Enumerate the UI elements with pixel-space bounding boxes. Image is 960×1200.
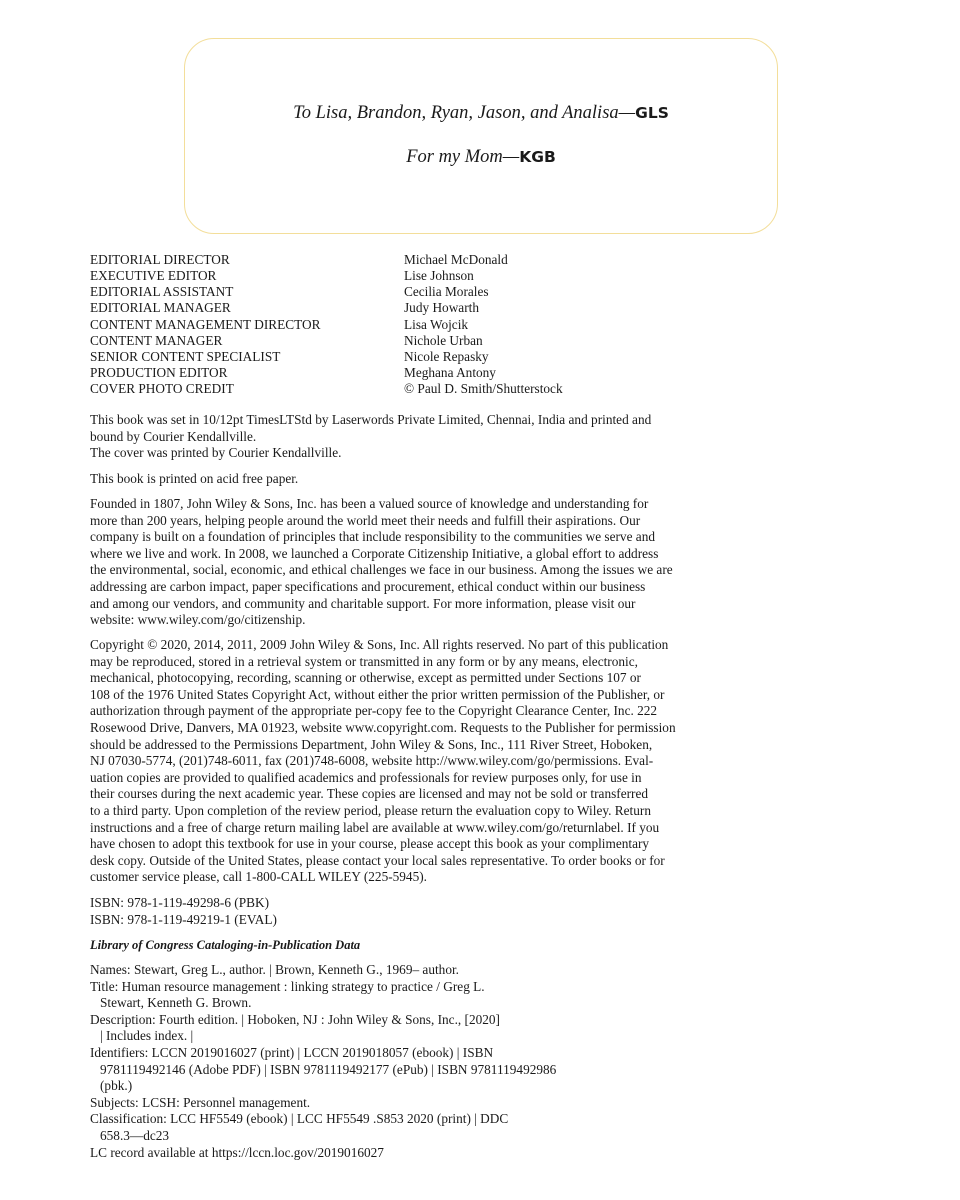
credit-name: Lisa Wojcik [404, 316, 469, 332]
credit-name: Michael McDonald [404, 252, 508, 267]
credit-row [90, 333, 690, 349]
text-line: more than 200 years, helping people around the world meet their needs and fulfill their aspirations. Our [90, 512, 641, 528]
text-line: This book is printed on acid free paper. [90, 471, 299, 486]
credit-role: EDITORIAL MANAGER [90, 300, 231, 316]
text-line: should be addressed to the Permissions Department, John Wiley & Sons, Inc., 111 River Street, Hoboken, [90, 736, 653, 752]
credits-list [90, 252, 690, 397]
credit-role: EDITORIAL DIRECTOR [90, 252, 230, 267]
credit-row [90, 284, 690, 300]
credit-row [90, 317, 690, 333]
credit-name: Meghana Antony [404, 364, 496, 380]
credit-role: CONTENT MANAGEMENT DIRECTOR [90, 316, 321, 332]
text-line: Rosewood Drive, Danvers, MA 01923, website www.copyright.com. Requests to the Publisher for permission [90, 719, 676, 735]
credit-row [90, 252, 690, 268]
credit-role: SENIOR CONTENT SPECIALIST [90, 348, 281, 364]
dedication-line-2 [185, 147, 777, 168]
isbn-eval: ISBN: 978-1-119-49219-1 (EVAL) [90, 911, 277, 927]
text-line: and among our vendors, and community and charitable support. For more information, please visit our [90, 595, 636, 611]
credit-row [90, 381, 690, 397]
credit-name: Nichole Urban [404, 332, 483, 348]
credit-name: Cecilia Morales [404, 284, 489, 300]
credit-role: COVER PHOTO CREDIT [90, 381, 234, 397]
text-line: have chosen to adopt this textbook for use in your course, please accept this book as your complimentary [90, 836, 650, 852]
text-line: bound by Courier Kendallville. [90, 428, 257, 444]
cip-names: Names: Stewart, Greg L., author. | Brown, Kenneth G., 1969– author. [90, 962, 459, 977]
text-line: Founded in 1807, John Wiley & Sons, Inc. has been a valued source of knowledge and understanding for [90, 496, 649, 511]
cip-subjects: Subjects: LCSH: Personnel management. [90, 1094, 311, 1110]
text-line: instructions and a free of charge return mailing label are available at www.wiley.com/go/returnlabel. If you [90, 819, 660, 835]
credit-row [90, 349, 690, 365]
isbn-list [90, 895, 730, 928]
credit-row [90, 365, 690, 381]
credit-role: EDITORIAL ASSISTANT [90, 284, 234, 300]
credit-name: © Paul D. Smith/Shutterstock [404, 381, 563, 397]
credit-role: CONTENT MANAGER [90, 332, 223, 348]
text-line: uation copies are provided to qualified academics and professionals for review purposes only, for use in [90, 769, 642, 785]
acid-free-note [90, 471, 730, 488]
dedication-text: For my Mom— [406, 147, 520, 167]
founded-paragraph [90, 496, 730, 629]
text-line: addressing are carbon impact, paper specifications and procurement, ethical conduct within our business [90, 578, 646, 594]
text-line: their courses during the next academic year. These copies are licensed and may not be sold or transferred [90, 786, 649, 802]
cip-heading: Library of Congress Cataloging-in-Publication Data [90, 938, 361, 952]
cip-identifiers: Identifiers: LCCN 2019016027 (print) | LCCN 2019018057 (ebook) | ISBN 9781119492146 (Adobe PDF) | ISBN 9781119492177 (ePub) | ISBN 9781119492986 (pbk.) [90, 1044, 557, 1094]
text-line: Copyright © 2020, 2014, 2011, 2009 John Wiley & Sons, Inc. All rights reserved. No part of this publication [90, 637, 669, 652]
text-line: NJ 07030-5774, (201)748-6011, fax (201)748-6008, website http://www.wiley.com/go/permissions. Eval- [90, 753, 654, 769]
credit-row [90, 268, 690, 284]
copyright-paragraph [90, 637, 730, 886]
text-line: may be reproduced, stored in a retrieval system or transmitted in any form or by any means, electronic, [90, 653, 638, 669]
cip-title: Title: Human resource management : linking strategy to practice / Greg L. Stewart, Kenneth G. Brown. [90, 978, 485, 1011]
text-line: where we live and work. In 2008, we launched a Corporate Citizenship Initiative, a global effort to address [90, 545, 659, 561]
text-line: desk copy. Outside of the United States, please contact your local sales representative. To order books or for [90, 852, 665, 868]
dedication-text: To Lisa, Brandon, Ryan, Jason, and Analisa— [293, 103, 636, 123]
dedication-initials: KGB [519, 148, 556, 166]
dedication-line-1 [185, 103, 777, 124]
cip-data [90, 962, 730, 1161]
text-line: website: www.wiley.com/go/citizenship. [90, 612, 306, 628]
text-line: customer service please, call 1-800-CALL WILEY (225-5945). [90, 869, 427, 885]
isbn-pbk: ISBN: 978-1-119-49298-6 (PBK) [90, 895, 270, 910]
typesetting-info [90, 412, 730, 462]
text-line: 108 of the 1976 United States Copyright Act, without either the prior written permission of the Publisher, or [90, 686, 665, 702]
cip-description: Description: Fourth edition. | Hoboken, NJ : John Wiley & Sons, Inc., [2020] | Includes index. | [90, 1011, 500, 1044]
text-line: mechanical, photocopying, recording, scanning or otherwise, except as permitted under Sections 107 or [90, 670, 641, 686]
credit-role: PRODUCTION EDITOR [90, 364, 228, 380]
credit-row [90, 300, 690, 316]
text-line: authorization through payment of the appropriate per-copy fee to the Copyright Clearance Center, Inc. 222 [90, 703, 658, 719]
cip-classification: Classification: LCC HF5549 (ebook) | LCC HF5549 .S853 2020 (print) | DDC 658.3—dc23 [90, 1111, 509, 1143]
text-line: The cover was printed by Courier Kendallville. [90, 445, 342, 461]
text-line: This book was set in 10/12pt TimesLTStd by Laserwords Private Limited, Chennai, India and printed and [90, 412, 652, 427]
text-line: the environmental, social, economic, and ethical challenges we face in our business. Among the issues we are [90, 562, 673, 578]
credit-name: Nicole Repasky [404, 348, 489, 364]
dedication-box [184, 38, 778, 234]
credit-name: Judy Howarth [404, 300, 479, 316]
text-line: company is built on a foundation of principles that include responsibility to the communities we serve and [90, 529, 656, 545]
cip-lc-record: LC record available at https://lccn.loc.gov/2019016027 [90, 1144, 384, 1160]
credit-name: Lise Johnson [404, 268, 474, 284]
credit-role: EXECUTIVE EDITOR [90, 268, 217, 284]
dedication-initials: GLS [635, 104, 669, 122]
text-line: to a third party. Upon completion of the review period, please return the evaluation copy to Wiley. Return [90, 802, 651, 818]
